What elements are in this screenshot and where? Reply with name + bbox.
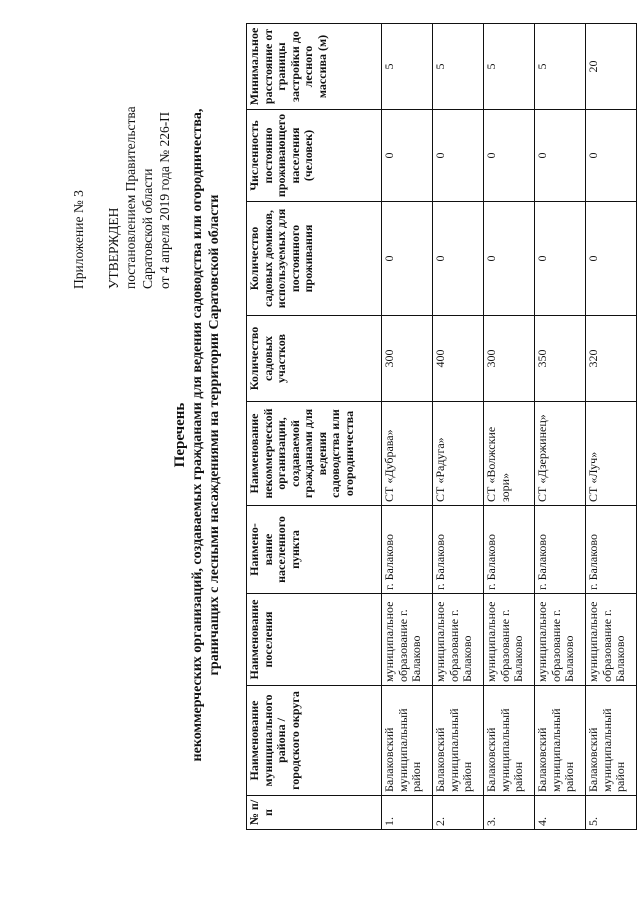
- cell-settlement: муниципальное образование г. Балаково: [484, 594, 535, 686]
- cell-district: Балаковский муниципальный район: [433, 686, 484, 796]
- cell-houses-count: 0: [484, 202, 535, 316]
- cell-houses-count: 0: [535, 202, 586, 316]
- document-heading: [172, 45, 223, 825]
- approval-line-3: от 4 апреля 2019 года № 226-П: [157, 112, 172, 289]
- approval-line-2: Саратовской области: [140, 168, 155, 289]
- organizations-table: [246, 23, 637, 830]
- cell-plots-count: 350: [535, 316, 586, 402]
- cell-plots-count: 400: [433, 316, 484, 402]
- header-min-distance: Минимальное расстояние от границы застройки до лесного массива (м): [247, 24, 382, 110]
- cell-population: 0: [433, 110, 484, 202]
- header-settlement: Наименование поселения: [247, 594, 382, 686]
- cell-locality: г. Балаково: [433, 506, 484, 594]
- cell-settlement: муниципальное образование г. Балаково: [535, 594, 586, 686]
- cell-houses-count: 0: [433, 202, 484, 316]
- cell-number: 4.: [535, 796, 586, 830]
- cell-district: Балаковский муниципальный район: [535, 686, 586, 796]
- cell-settlement: муниципальное образование г. Балаково: [382, 594, 433, 686]
- cell-organization: СТ «Луч»: [586, 402, 637, 506]
- approval-line-1: постановлением Правительства: [123, 106, 138, 289]
- cell-population: 0: [586, 110, 637, 202]
- cell-population: 0: [484, 110, 535, 202]
- cell-organization: СТ «Дзержинец»: [535, 402, 586, 506]
- cell-plots-count: 300: [484, 316, 535, 402]
- table-row: [535, 24, 586, 830]
- cell-organization: СТ «Дубрава»: [382, 402, 433, 506]
- cell-district: Балаковский муниципальный район: [586, 686, 637, 796]
- cell-locality: г. Балаково: [382, 506, 433, 594]
- header-plots-count: Количество садовых участков: [247, 316, 382, 402]
- header-organization: Наименование некоммерческой организации, создаваемой гражданами для ведения садоводства или огородничества: [247, 402, 382, 506]
- cell-min-distance: 5: [535, 24, 586, 110]
- cell-plots-count: 300: [382, 316, 433, 402]
- table-row: [433, 24, 484, 830]
- table-header-row: [247, 24, 382, 830]
- document-title: Перечень: [172, 402, 188, 468]
- header-district: Наименование муниципального района / городского округа: [247, 686, 382, 796]
- cell-locality: г. Балаково: [586, 506, 637, 594]
- cell-district: Балаковский муниципальный район: [484, 686, 535, 796]
- header-population: Численность постоянно проживающего населения (человек): [247, 110, 382, 202]
- document-subtitle-line-2: граничащих с лесными насаждениями на территории Саратовской области: [207, 194, 222, 676]
- table-row: [586, 24, 637, 830]
- cell-min-distance: 5: [382, 24, 433, 110]
- cell-locality: г. Балаково: [535, 506, 586, 594]
- cell-number: 5.: [586, 796, 637, 830]
- cell-organization: СТ «Радуга»: [433, 402, 484, 506]
- cell-min-distance: 5: [433, 24, 484, 110]
- cell-plots-count: 320: [586, 316, 637, 402]
- cell-houses-count: 0: [382, 202, 433, 316]
- cell-district: Балаковский муниципальный район: [382, 686, 433, 796]
- approval-block: [70, 19, 173, 289]
- cell-houses-count: 0: [586, 202, 637, 316]
- cell-number: 3.: [484, 796, 535, 830]
- cell-number: 2.: [433, 796, 484, 830]
- approved-label: УТВЕРЖДЕН: [106, 207, 121, 289]
- table-row: [382, 24, 433, 830]
- header-number: № п/п: [247, 796, 382, 830]
- cell-settlement: муниципальное образование г. Балаково: [586, 594, 637, 686]
- appendix-number: Приложение № 3: [71, 190, 86, 289]
- cell-number: 1.: [382, 796, 433, 830]
- cell-locality: г. Балаково: [484, 506, 535, 594]
- cell-min-distance: 5: [484, 24, 535, 110]
- cell-organization: СТ «Волжские зори»: [484, 402, 535, 506]
- cell-settlement: муниципальное образование г. Балаково: [433, 594, 484, 686]
- table-row: [484, 24, 535, 830]
- header-houses-count: Количество садовых домиков, используемых для постоянного проживания: [247, 202, 382, 316]
- cell-min-distance: 20: [586, 24, 637, 110]
- header-locality: Наимено-вание населенного пункта: [247, 506, 382, 594]
- cell-population: 0: [535, 110, 586, 202]
- cell-population: 0: [382, 110, 433, 202]
- document-subtitle-line-1: некоммерческих организаций, создаваемых гражданами для ведения садоводства или огородничества,: [190, 108, 205, 762]
